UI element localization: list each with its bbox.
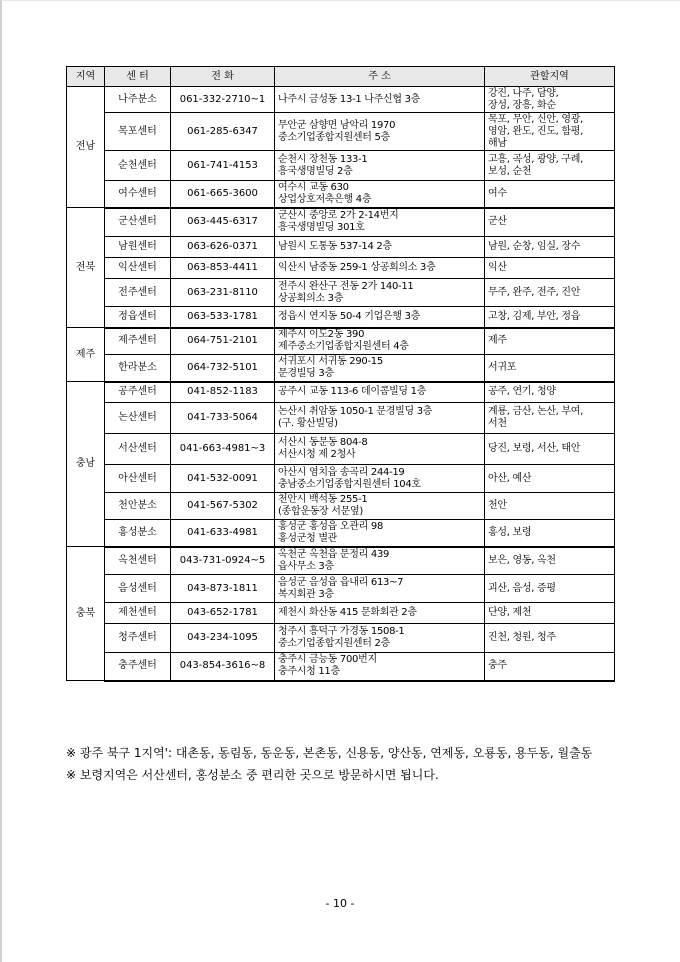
center-name-cell: 충주센터 <box>105 653 171 681</box>
center-name-cell: 남원센터 <box>105 237 171 258</box>
jurisdiction-line: 익산 <box>488 262 507 273</box>
address-line: (구. 황산빌딩) <box>278 418 338 429</box>
phone-cell: 063-231-8110 <box>171 279 275 307</box>
address-line: 문경빌딩 3층 <box>278 367 334 379</box>
footnote-gwangju: ※ 광주 북구 1지역': 대촌동, 동림동, 동운동, 본촌동, 신용동, 양산동, 연제동, 오룡동, 용두동, 월출동 <box>66 746 593 760</box>
table-body <box>67 87 615 681</box>
address-cell <box>275 279 485 307</box>
address-line: 순천시 장천동 133-1 <box>278 153 368 165</box>
jurisdiction-line: 아산, 예산 <box>488 472 532 484</box>
table-row <box>67 575 615 603</box>
table-row <box>67 403 615 434</box>
jurisdiction-line: 보성, 순천 <box>488 165 532 177</box>
address-cell <box>275 624 485 653</box>
jurisdiction-cell <box>485 237 615 258</box>
address-cell <box>275 434 485 465</box>
address-cell <box>275 653 485 681</box>
jurisdiction-cell <box>485 113 615 151</box>
phone-cell: 043-873-1811 <box>171 575 275 603</box>
jurisdiction-cell <box>485 328 615 355</box>
address-line: 복지회관 3층 <box>278 588 334 600</box>
address-cell <box>275 87 485 113</box>
table-row <box>67 113 615 151</box>
address-cell <box>275 403 485 434</box>
address-line: 청주시 흥덕구 가경동 1508-1 <box>278 626 405 637</box>
center-name-cell: 전주센터 <box>105 279 171 307</box>
address-line: 무안군 삼향면 남악리 1970 <box>278 119 396 131</box>
jurisdiction-cell <box>485 575 615 603</box>
center-table <box>66 66 615 682</box>
jurisdiction-line: 장성, 장흥, 화순 <box>488 99 556 111</box>
address-cell <box>275 547 485 575</box>
jurisdiction-line: 고흥, 곡성, 광양, 구례, <box>488 153 584 165</box>
table-row <box>67 603 615 624</box>
table-row <box>67 624 615 653</box>
address-cell <box>275 181 485 208</box>
address-cell <box>275 603 485 624</box>
jurisdiction-cell <box>485 87 615 113</box>
center-name-cell: 군산센터 <box>105 208 171 237</box>
jurisdiction-line: 고창, 김제, 부안, 정읍 <box>488 310 581 322</box>
jurisdiction-line: 해남 <box>488 137 507 149</box>
table-row <box>67 181 615 208</box>
center-name-cell: 나주분소 <box>105 87 171 113</box>
jurisdiction-cell <box>485 151 615 181</box>
jurisdiction-line: 제주 <box>488 335 507 347</box>
center-name-cell: 음성센터 <box>105 575 171 603</box>
address-line: 중소기업종합지원센터 5층 <box>278 131 390 143</box>
jurisdiction-line: 목포, 무안, 신안, 영광, <box>488 113 584 125</box>
address-line: (종합운동장 서문옆) <box>278 506 363 517</box>
phone-cell: 043-652-1781 <box>171 603 275 624</box>
jurisdiction-cell <box>485 355 615 382</box>
address-cell <box>275 237 485 258</box>
table-row <box>67 653 615 681</box>
header-phone: 전 화 <box>171 67 275 87</box>
jurisdiction-cell <box>485 307 615 328</box>
jurisdiction-line: 여수 <box>488 187 507 199</box>
region-cell: 충북 <box>67 547 105 681</box>
center-name-cell: 공주센터 <box>105 382 171 403</box>
address-cell <box>275 575 485 603</box>
region-cell: 충남 <box>67 382 105 547</box>
center-name-cell: 여수센터 <box>105 181 171 208</box>
table-row <box>67 237 615 258</box>
jurisdiction-cell <box>485 208 615 237</box>
region-cell: 전북 <box>67 208 105 328</box>
address-line: 군산시 중앙로 2가 2-14번지 <box>278 210 399 222</box>
center-name-cell: 제천센터 <box>105 603 171 624</box>
jurisdiction-cell <box>485 653 615 681</box>
table-row <box>67 493 615 520</box>
address-line: 상업상호저축은행 4층 <box>278 193 372 205</box>
jurisdiction-line: 당진, 보령, 서산, 태안 <box>488 443 581 454</box>
address-line: 옥천군 옥천읍 문정리 439 <box>278 548 390 560</box>
phone-cell: 041-733-5064 <box>171 403 275 434</box>
address-line: 공주시 교동 113-6 데이콤빌딩 1층 <box>278 386 427 398</box>
phone-cell: 061-332-2710~1 <box>171 87 275 113</box>
jurisdiction-line: 군산 <box>488 216 507 228</box>
address-cell <box>275 465 485 493</box>
jurisdiction-line: 영암, 완도, 진도, 함평, <box>488 125 584 137</box>
address-line: 상공회의소 3층 <box>278 292 344 304</box>
phone-cell: 041-532-0091 <box>171 465 275 493</box>
address-line: 서귀포시 서귀동 290-15 <box>278 355 383 367</box>
phone-cell: 063-533-1781 <box>171 307 275 328</box>
table-row <box>67 465 615 493</box>
jurisdiction-cell <box>485 493 615 520</box>
center-name-cell: 청주센터 <box>105 624 171 653</box>
jurisdiction-line: 강진, 나주, 담양, <box>488 87 559 99</box>
region-cell: 제주 <box>67 328 105 382</box>
address-line: 익산시 남중동 259-1 상공회의소 3층 <box>278 262 436 273</box>
jurisdiction-line: 공주, 연기, 청양 <box>488 386 556 398</box>
address-cell <box>275 113 485 151</box>
address-line: 정읍시 연지동 50-4 기업은행 3층 <box>278 310 421 322</box>
table-row <box>67 434 615 465</box>
jurisdiction-line: 서귀포 <box>488 361 517 373</box>
table-row <box>67 208 615 237</box>
region-cell: 전남 <box>67 87 105 208</box>
phone-cell: 063-853-4411 <box>171 258 275 279</box>
center-name-cell: 제주센터 <box>105 328 171 355</box>
phone-cell: 043-731-0924~5 <box>171 547 275 575</box>
table-row <box>67 355 615 382</box>
address-line: 제주중소기업종합지원센터 4층 <box>278 341 409 353</box>
address-line: 충주시 금능동 700번지 <box>278 654 377 666</box>
address-line: 중소기업종합지원센터 2층 <box>278 638 390 649</box>
address-line: 서산시 동문동 804-8 <box>278 437 368 448</box>
table-row <box>67 151 615 181</box>
phone-cell: 061-741-4153 <box>171 151 275 181</box>
center-name-cell: 정읍센터 <box>105 307 171 328</box>
jurisdiction-line: 보은, 영동, 옥천 <box>488 554 556 566</box>
address-cell <box>275 258 485 279</box>
address-line: 흥국생명빌딩 301호 <box>278 222 365 234</box>
jurisdiction-cell <box>485 279 615 307</box>
jurisdiction-line: 홍성, 보령 <box>488 526 532 538</box>
center-name-cell: 한라분소 <box>105 355 171 382</box>
table-row <box>67 382 615 403</box>
jurisdiction-cell <box>485 603 615 624</box>
header-region: 지역 <box>67 67 105 87</box>
phone-cell: 063-445-6317 <box>171 208 275 237</box>
address-line: 제천시 화산동 415 문화회관 2층 <box>278 607 417 618</box>
header-center: 센 터 <box>105 67 171 87</box>
header-area: 관할지역 <box>485 67 615 87</box>
address-line: 충남중소기업종합지원센터 104호 <box>278 478 421 490</box>
address-cell <box>275 382 485 403</box>
jurisdiction-cell <box>485 258 615 279</box>
jurisdiction-line: 계룡, 금산, 논산, 부여, <box>488 406 584 417</box>
center-name-cell: 천안분소 <box>105 493 171 520</box>
jurisdiction-cell <box>485 465 615 493</box>
address-cell <box>275 208 485 237</box>
address-line: 여수시 교동 630 <box>278 181 349 193</box>
center-name-cell: 서산센터 <box>105 434 171 465</box>
jurisdiction-line: 단양, 제천 <box>488 607 532 618</box>
address-cell <box>275 328 485 355</box>
jurisdiction-cell <box>485 434 615 465</box>
phone-cell: 064-751-2101 <box>171 328 275 355</box>
header-address: 주 소 <box>275 67 485 87</box>
address-line: 홍성군 홍성읍 오관리 98 <box>278 520 384 532</box>
table-header-row <box>67 67 615 87</box>
table-row <box>67 547 615 575</box>
jurisdiction-cell <box>485 520 615 547</box>
table-row <box>67 279 615 307</box>
center-name-cell: 익산센터 <box>105 258 171 279</box>
jurisdiction-line: 서천 <box>488 418 507 429</box>
address-line: 음성군 음성읍 읍내리 613~7 <box>278 576 404 588</box>
address-line: 전주시 완산구 전동 2가 140-11 <box>278 280 414 292</box>
address-line: 흥국생명빌딩 2층 <box>278 165 353 177</box>
address-line: 나주시 금성동 13-1 나주신협 3층 <box>278 93 421 105</box>
address-cell <box>275 307 485 328</box>
jurisdiction-cell <box>485 547 615 575</box>
center-name-cell: 순천센터 <box>105 151 171 181</box>
center-name-cell: 아산센터 <box>105 465 171 493</box>
address-cell <box>275 355 485 382</box>
page-number: - 10 - <box>325 897 355 910</box>
jurisdiction-line: 천안 <box>488 500 507 511</box>
address-cell <box>275 493 485 520</box>
phone-cell: 064-732-5101 <box>171 355 275 382</box>
table-row <box>67 307 615 328</box>
jurisdiction-cell <box>485 382 615 403</box>
table-row <box>67 87 615 113</box>
phone-cell: 063-626-0371 <box>171 237 275 258</box>
table-row <box>67 520 615 547</box>
address-line: 서산시청 제 2청사 <box>278 449 356 460</box>
address-line: 읍사무소 3층 <box>278 560 334 572</box>
center-name-cell: 옥천센터 <box>105 547 171 575</box>
phone-cell: 061-285-6347 <box>171 113 275 151</box>
jurisdiction-line: 남원, 순창, 임실, 장수 <box>488 241 581 252</box>
address-cell <box>275 520 485 547</box>
footnotes <box>66 742 626 786</box>
phone-cell: 041-663-4981~3 <box>171 434 275 465</box>
address-line: 홍성군청 별관 <box>278 532 338 544</box>
jurisdiction-cell <box>485 181 615 208</box>
address-line: 아산시 염치읍 송곡리 244-19 <box>278 466 405 478</box>
center-name-cell: 목포센터 <box>105 113 171 151</box>
center-name-cell: 논산센터 <box>105 403 171 434</box>
footnote-boryeong: ※ 보령지역은 서산센터, 홍성분소 중 편리한 곳으로 방문하시면 됩니다. <box>66 768 439 783</box>
table-row <box>67 328 615 355</box>
phone-cell: 041-852-1183 <box>171 382 275 403</box>
jurisdiction-cell <box>485 403 615 434</box>
jurisdiction-line: 괴산, 음성, 증평 <box>488 582 556 594</box>
jurisdiction-line: 충주 <box>488 660 507 672</box>
address-line: 남원시 도통동 537-14 2층 <box>278 241 392 252</box>
address-cell <box>275 151 485 181</box>
phone-cell: 041-633-4981 <box>171 520 275 547</box>
address-line: 제주시 이도2동 390 <box>278 329 365 341</box>
jurisdiction-line: 진천, 청원, 청주 <box>488 632 556 643</box>
jurisdiction-line: 무주, 완주, 전주, 진안 <box>488 286 581 298</box>
phone-cell: 043-854-3616~8 <box>171 653 275 681</box>
phone-cell: 043-234-1095 <box>171 624 275 653</box>
address-line: 천안시 백석동 255-1 <box>278 494 368 505</box>
phone-cell: 061-665-3600 <box>171 181 275 208</box>
center-name-cell: 홍성분소 <box>105 520 171 547</box>
address-line: 논산시 취암동 1050-1 문경빌딩 3층 <box>278 406 433 417</box>
address-line: 충주시청 11층 <box>278 666 340 678</box>
table-row <box>67 258 615 279</box>
phone-cell: 041-567-5302 <box>171 493 275 520</box>
jurisdiction-cell <box>485 624 615 653</box>
